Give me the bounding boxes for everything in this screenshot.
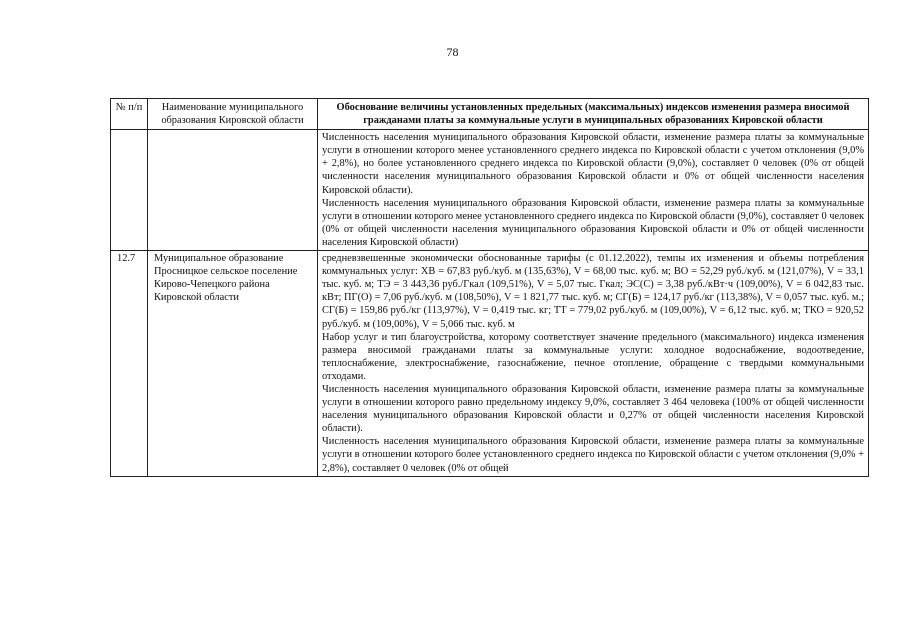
header-municipality-name: Наименование муниципального образования Кировской области [148,99,318,130]
tariffs-paragraph: средневзвешенные экономически обоснованные тарифы (с 01.12.2022), темпы их изменения и объемы потребления коммунальных услуг: ХВ = 67,83 руб./куб. м (135,63%), V = 68,00 тыс. куб. м; ВО = 52,29 руб./куб. м (121,07%), V = 33,1 тыс. куб. м; ТЭ = 3 443,36 руб./Гкал (109,51%), V = 5,07 тыс. Гкал; ЭС(С) = 3,38 руб./кВт·ч (109,00%), V = 6 042,83 тыс. кВт; ПГ(О) = 7,06 руб./куб. м (108,50%), V = 1 821,77 тыс. куб. м; СГ(Б) = 124,17 руб./кг (113,38%), V = 0,057 тыс. куб. м.; СГ(Б) = 159,86 руб./кг (113,97%), V = 0,419 тыс. кг; ТТ = 779,02 руб./куб. м (109,00%), V = 6,12 тыс. куб. м; ТКО = 920,52 руб./куб. м (109,00%), V = 5,066 тыс. куб. м [322,253,864,330]
page-number: 78 [446,45,459,59]
table-header-row [111,99,869,130]
index-justification-table [110,98,869,477]
continued-num-cell [111,130,148,251]
row-number: 12.7 [111,251,148,477]
table-row-continued [111,130,869,251]
population-above-paragraph: Численность населения муниципального образования Кировской области, изменение размера платы за коммунальные услуги в отношении которого более установленного среднего индекса по Кировской области с учетом отклонения (9,0% + 2,8%), составляет 0 человек (0% от общей [322,436,864,474]
continued-paragraph-1: Численность населения муниципального образования Кировской области, изменение размера платы за коммунальные услуги в отношении которого менее установленного среднего индекса по Кировской области с учетом отклонения (9,0% + 2,8%), но более установленного среднего индекса по Кировской области (9,0%), составляет 0 человек (0% от общей численности населения муниципального образования Кировской области и 0% от общей численности населения Кировской области). [322,132,864,196]
continued-name-cell [148,130,318,251]
population-equal-paragraph: Численность населения муниципального образования Кировской области, изменение размера платы за коммунальные услуги в отношении которого равно предельному индексу 9,0%, составляет 3 464 человека (100% от общей численности населения муниципального образования Кировской области и 0,27% от общей численности населения Кировской области). [322,383,864,435]
services-paragraph: Набор услуг и тип благоустройства, которому соответствует значение предельного (максимального) индекса изменения размера вносимой гражданами платы за коммунальные услуги: холодное водоснабжение, водоотведение, теплоснабжение, электроснабжение, газоснабжение, печное отопление, обращение с твердыми коммунальными отходами. [322,331,864,382]
table-row-12-7 [111,251,869,477]
justification-cell [318,251,869,477]
header-num: № п/п [111,99,148,130]
continued-paragraph-2: Численность населения муниципального образования Кировской области, изменение размера платы за коммунальные услуги в отношении которого менее установленного среднего индекса по Кировской области (9,0%), составляет 0 человек (0% от общей численности населения муниципального образования Кировской области и 0% от общей численности населения Кировской области) [322,197,864,248]
continued-justification-cell [318,130,869,251]
header-justification: Обоснование величины установленных предельных (максимальных) индексов изменения размера вносимой гражданами платы за коммунальные услуги в муниципальных образованиях Кировской области [318,99,869,130]
municipality-name: Муниципальное образование Просницкое сельское поселение Кирово-Чепецкого района Кировской области [148,251,318,477]
